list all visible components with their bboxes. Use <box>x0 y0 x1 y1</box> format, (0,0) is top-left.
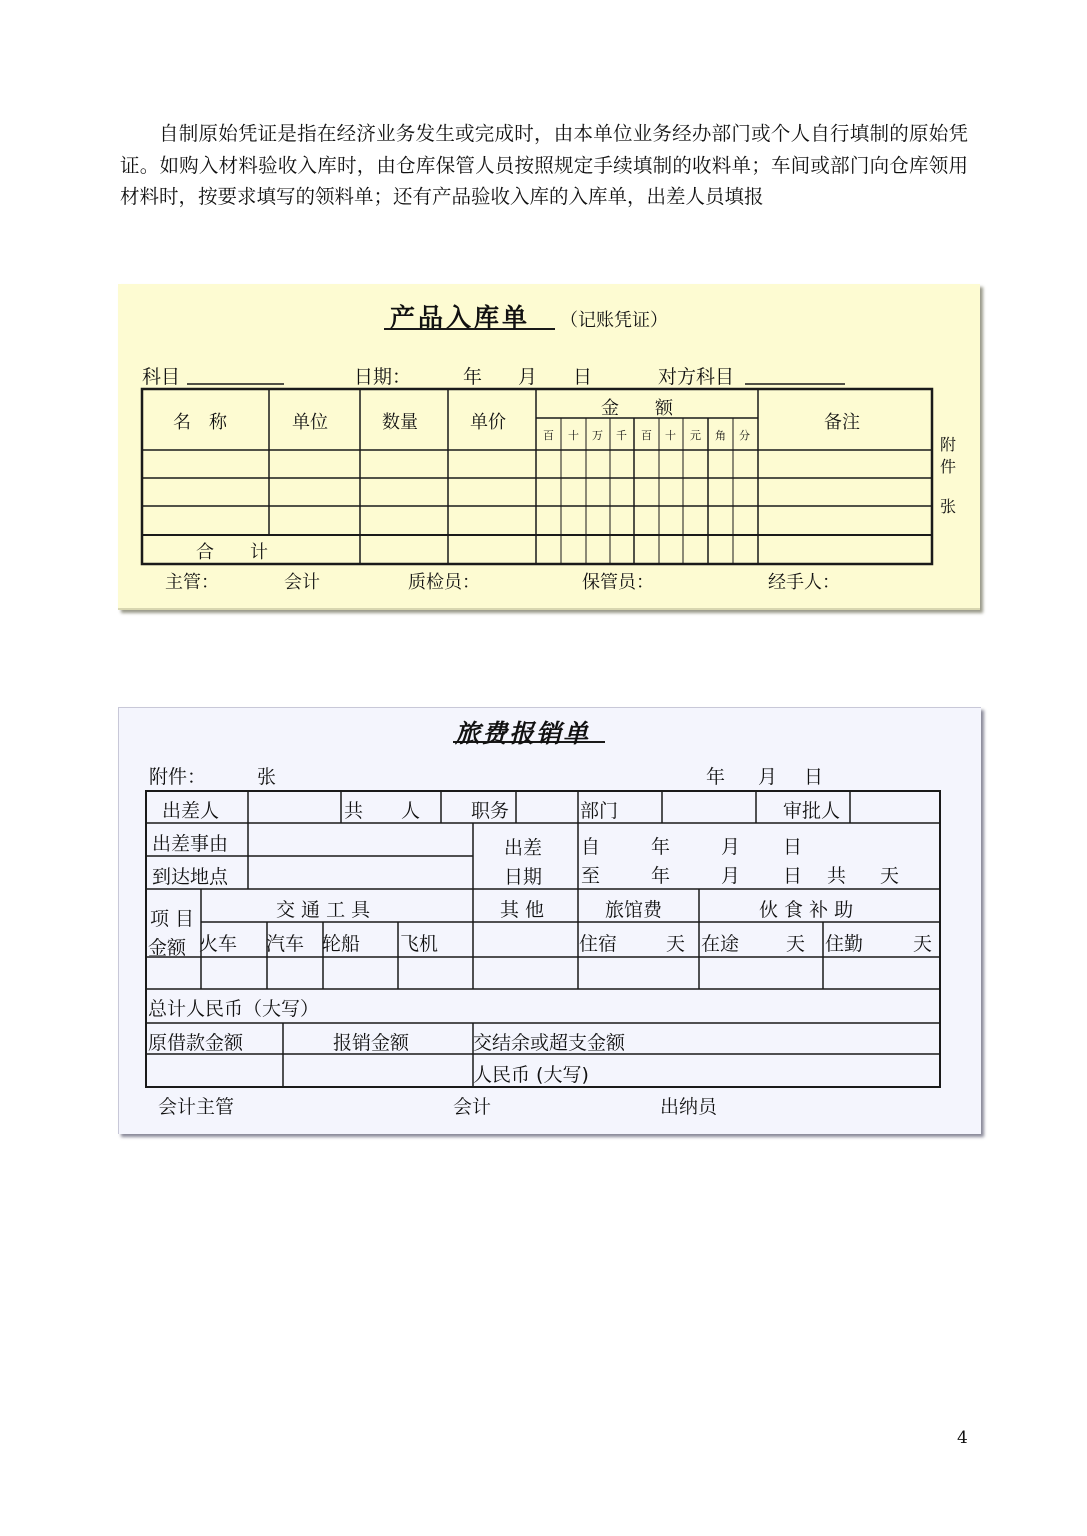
trip-date-label: 日期 <box>504 866 543 888</box>
form-subtitle: （记账凭证） <box>560 310 668 331</box>
to-day: 日 <box>783 865 803 887</box>
rmb-upper-label: 人民币 (大写) <box>473 1064 589 1086</box>
footer-accountant: 会计 <box>453 1096 492 1118</box>
unit-hundred-million: 百 <box>543 429 554 442</box>
unit-yuan: 元 <box>690 429 701 442</box>
footer-cashier: 出纳员 <box>660 1096 718 1118</box>
loan-amount-label: 原借款金额 <box>148 1032 244 1054</box>
from-year: 年 <box>651 836 671 858</box>
to-label: 至 <box>581 865 601 887</box>
item-label: 项 目 <box>150 908 195 930</box>
other-label: 其 他 <box>500 899 545 921</box>
approver-label: 审批人 <box>783 800 841 822</box>
product-warehousing-form <box>118 284 980 610</box>
attendance-days-label: 天 <box>913 933 933 955</box>
counter-subject-label: 对方科目 <box>658 366 735 388</box>
traveler-label: 出差人 <box>162 800 220 822</box>
col-quantity: 数量 <box>382 412 418 433</box>
ship-label: 轮船 <box>322 933 361 955</box>
unit-ten: 十 <box>665 429 676 442</box>
from-day: 日 <box>783 836 803 858</box>
footer-keeper: 保管员： <box>582 572 654 593</box>
intro-paragraph: 自制原始凭证是指在经济业务发生或完成时，由本单位业务经办部门或个人自行填制的原始凭证。如购入材料验收入库时，由仓库保管人员按照规定手续填制的收料单；车间或部门向仓库领用材料时，按要求填写的领料单；还有产品验收入库的入库单，出差人员填报 <box>120 122 968 208</box>
side-sheets: 张 <box>940 497 957 516</box>
col-unit: 单位 <box>292 412 328 433</box>
from-month: 月 <box>721 836 741 858</box>
footer-handler: 经手人： <box>768 572 840 593</box>
footer-inspector: 质检员： <box>408 572 480 593</box>
total-days-label: 共 <box>827 865 847 887</box>
from-label: 自 <box>581 836 601 858</box>
unit-thousand: 千 <box>616 429 627 442</box>
days-label: 天 <box>880 865 900 887</box>
footer-chief-accountant: 会计主管 <box>158 1096 235 1118</box>
bus-label: 汽车 <box>266 933 305 955</box>
unit-ten-thousand: 万 <box>592 429 603 442</box>
col-remarks: 备注 <box>824 412 860 433</box>
position-label: 职务 <box>471 800 510 822</box>
hotel-label: 旅馆费 <box>605 899 663 921</box>
people-label: 人 <box>401 800 421 822</box>
to-year: 年 <box>651 865 671 887</box>
unit-jiao: 角 <box>715 429 726 442</box>
attachment-label: 附件： <box>149 766 207 788</box>
reason-label: 出差事由 <box>152 833 229 855</box>
col-name: 名 称 <box>173 412 227 433</box>
side-item: 件 <box>940 457 957 476</box>
destination-label: 到达地点 <box>152 866 229 888</box>
year-label: 年 <box>706 766 726 788</box>
col-amount: 金 额 <box>601 398 673 419</box>
lodging-label: 住宿 <box>579 933 618 955</box>
form-title: 产品入库单 <box>390 303 531 332</box>
transport-label: 交 通 工 具 <box>276 899 371 921</box>
train-label: 火车 <box>199 933 238 955</box>
year-label: 年 <box>463 366 483 388</box>
unit-ten-million: 十 <box>568 429 579 442</box>
total-rmb-label: 总计人民币（大写） <box>148 998 320 1020</box>
date-label: 日期： <box>354 366 412 388</box>
amount-label: 金额 <box>148 937 187 959</box>
plane-label: 飞机 <box>400 933 439 955</box>
total-label: 合 计 <box>196 542 268 563</box>
unit-hundred: 百 <box>641 429 652 442</box>
unit-fen: 分 <box>739 429 750 442</box>
department-label: 部门 <box>580 800 619 822</box>
reimburse-amount-label: 报销金额 <box>333 1032 410 1054</box>
day-label: 日 <box>804 766 824 788</box>
balance-label: 交结余或超支金额 <box>473 1032 626 1054</box>
month-label: 月 <box>518 366 538 388</box>
footer-accountant: 会计 <box>284 572 320 593</box>
col-unit-price: 单价 <box>470 412 506 433</box>
page-number: 4 <box>957 1428 968 1448</box>
form-title: 旅费报销单 <box>455 719 591 748</box>
to-month: 月 <box>721 865 741 887</box>
meal-allowance-label: 伙 食 补 助 <box>759 899 854 921</box>
side-attach: 附 <box>940 435 957 454</box>
subject-label: 科目 <box>142 366 181 388</box>
travel-expense-form <box>118 707 981 1134</box>
day-label: 日 <box>573 366 593 388</box>
footer-supervisor: 主管： <box>165 572 219 593</box>
trip-label: 出差 <box>504 837 543 859</box>
lodging-days-label: 天 <box>666 933 686 955</box>
attendance-label: 住勤 <box>825 933 864 955</box>
in-transit-days-label: 天 <box>786 933 806 955</box>
month-label: 月 <box>758 766 778 788</box>
total-people-label: 共 <box>344 800 364 822</box>
in-transit-label: 在途 <box>701 933 740 955</box>
sheet-label: 张 <box>257 766 277 788</box>
